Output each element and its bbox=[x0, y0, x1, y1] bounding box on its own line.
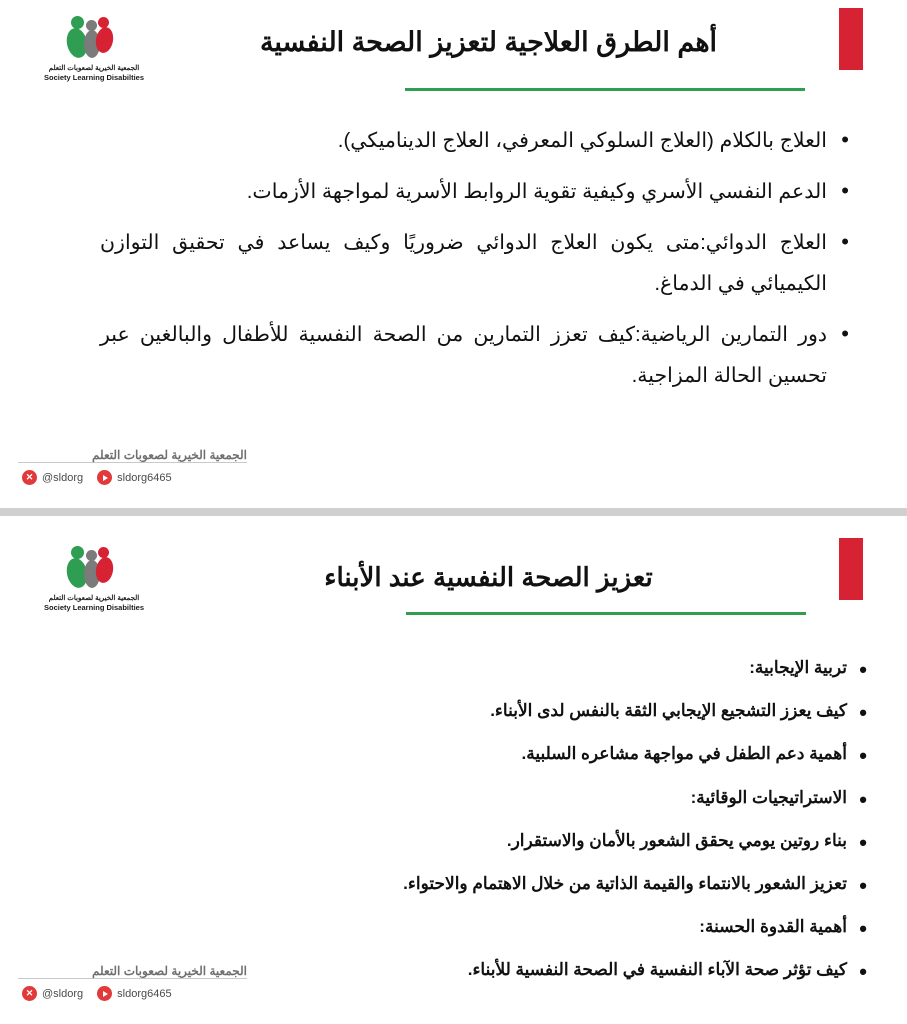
list-item: • دور التمارين الرياضية:كيف تعزز التمارين من الصحة النفسية للأطفال والبالغين عبر تحسين الحالة المزاجية. bbox=[100, 314, 849, 396]
social-handle-youtube: sldorg6465 bbox=[117, 471, 172, 484]
society-logo-icon bbox=[65, 546, 123, 592]
footer-divider bbox=[18, 978, 247, 979]
slide-1-logo bbox=[24, 16, 164, 82]
social-link-x[interactable] bbox=[22, 470, 83, 485]
social-handle-youtube: sldorg6465 bbox=[117, 987, 172, 1000]
slide-2-accent-tab bbox=[839, 538, 863, 600]
slide-1 bbox=[0, 0, 907, 508]
youtube-icon bbox=[97, 986, 112, 1001]
slide-2 bbox=[0, 516, 907, 1024]
slide-2-title-underline bbox=[406, 612, 806, 615]
slide-1-title: أهم الطرق العلاجية لتعزيز الصحة النفسية bbox=[259, 27, 718, 57]
society-logo-icon bbox=[65, 16, 123, 62]
footer-brand: الجمعية الخيرية لصعوبات التعلم bbox=[92, 448, 247, 462]
list-item: • العلاج الدوائي:متى يكون العلاج الدوائي ضروريًا وكيف يساعد في تحقيق التوازن الكيميائي في الدماغ. bbox=[100, 222, 849, 304]
youtube-icon bbox=[97, 470, 112, 485]
footer-social-links bbox=[22, 470, 172, 485]
slide-1-title-underline bbox=[405, 88, 805, 91]
list-item: • بناء روتين يومي يحقق الشعور بالأمان والاستقرار. bbox=[80, 827, 867, 854]
logo-name-ar: الجمعية الخيرية لصعوبات التعلم bbox=[48, 595, 140, 602]
slide-2-title: تعزيز الصحة النفسية عند الأبناء bbox=[324, 562, 653, 592]
social-link-x[interactable] bbox=[22, 986, 83, 1001]
list-item: • العلاج بالكلام (العلاج السلوكي المعرفي، العلاج الديناميكي). bbox=[100, 120, 849, 161]
x-icon: ✕ bbox=[22, 470, 37, 485]
list-item: • الدعم النفسي الأسري وكيفية تقوية الروابط الأسرية لمواجهة الأزمات. bbox=[100, 171, 849, 212]
social-link-youtube[interactable] bbox=[97, 986, 171, 1001]
slide-2-logo bbox=[24, 546, 164, 612]
logo-name-en: Society Learning Disabilties bbox=[43, 603, 145, 613]
slide-2-bullet-list bbox=[80, 654, 867, 984]
slide-1-content bbox=[40, 120, 867, 406]
list-item: • تعزيز الشعور بالانتماء والقيمة الذاتية من خلال الاهتمام والاحتواء. bbox=[80, 870, 867, 897]
slide-1-accent-tab bbox=[839, 8, 863, 70]
social-handle-x: @sldorg bbox=[42, 987, 84, 1000]
list-item: • أهمية دعم الطفل في مواجهة مشاعره السلبية. bbox=[80, 740, 867, 767]
list-item: • كيف تؤثر صحة الآباء النفسية في الصحة النفسية للأبناء. bbox=[80, 956, 867, 983]
list-item: • الاستراتيجيات الوقائية: bbox=[80, 784, 867, 811]
list-item: • أهمية القدوة الحسنة: bbox=[80, 913, 867, 940]
slide-2-content bbox=[40, 654, 867, 1000]
slide-2-footer bbox=[0, 964, 907, 1016]
x-icon: ✕ bbox=[22, 986, 37, 1001]
slide-1-footer bbox=[0, 448, 907, 500]
social-handle-x: @sldorg bbox=[42, 471, 84, 484]
list-item: • تربية الإيجابية: bbox=[80, 654, 867, 681]
social-link-youtube[interactable] bbox=[97, 470, 171, 485]
footer-brand: الجمعية الخيرية لصعوبات التعلم bbox=[92, 964, 247, 978]
list-item: • كيف يعزز التشجيع الإيجابي الثقة بالنفس لدى الأبناء. bbox=[80, 697, 867, 724]
footer-social-links bbox=[22, 986, 172, 1001]
footer-divider bbox=[18, 462, 247, 463]
slide-1-bullet-list bbox=[100, 120, 849, 396]
logo-name-en: Society Learning Disabilties bbox=[43, 73, 145, 83]
logo-name-ar: الجمعية الخيرية لصعوبات التعلم bbox=[48, 65, 140, 72]
